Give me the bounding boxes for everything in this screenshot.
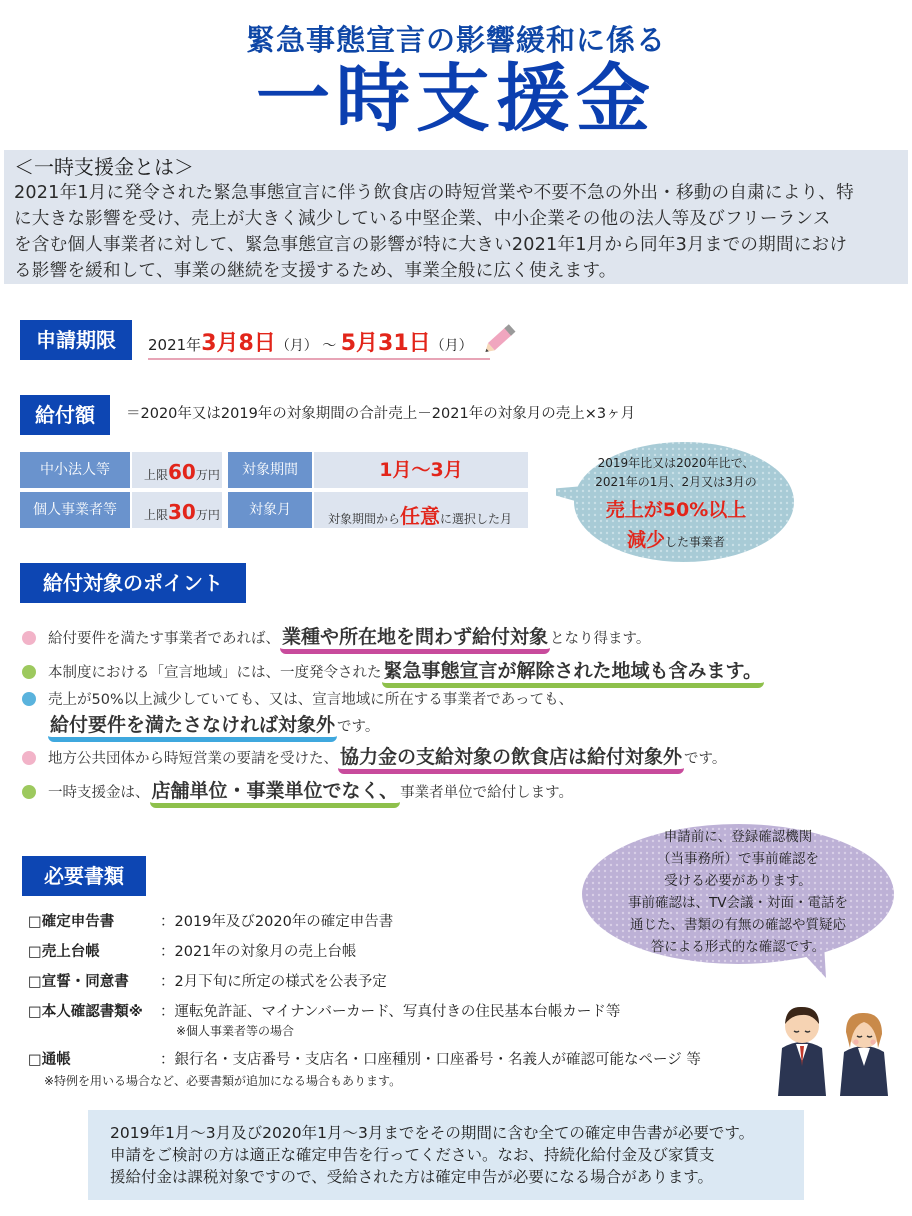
target-month-label: 対象月: [228, 492, 312, 528]
doc-name: □売上台帳: [28, 944, 100, 960]
precheck-line: 申請前に、登録確認機関: [663, 829, 813, 845]
intro-line: に大きな影響を受け、売上が大きく減少している中堅企業、中小企業その他の法人等及びフリーランス: [14, 209, 831, 229]
doc-desc: ：銀行名・支店番号・支店名・口座種別・口座番号・名義人が確認可能なページ 等: [160, 1052, 701, 1068]
bullet-dot-icon: [22, 785, 36, 799]
point-text: 売上が50%以上減少していても、又は、宣言地域に所在する事業者であっても、: [48, 692, 574, 708]
point-text: 本制度における「宣言地域」には、一度発令された: [48, 665, 382, 681]
target-period-label: 対象期間: [228, 452, 312, 488]
doc-row: [28, 910, 393, 931]
amount-formula: ＝2020年又は2019年の対象期間の合計売上－2021年の対象月の売上×3ヶ月: [126, 406, 636, 422]
doc-desc: ：2021年の対象月の売上台帳: [160, 944, 357, 960]
doc-name: □確定申告書: [28, 914, 115, 930]
cap-corp: [132, 452, 222, 488]
bubble-line: 2019年比又は2020年比で、: [597, 456, 755, 470]
footer-line: 援給付金は課税対象ですので、受給された方は確定申告が必要になる場合があります。: [110, 1168, 713, 1186]
pencil-icon: [480, 318, 522, 358]
point-text: 事業者単位で給付します。: [400, 785, 573, 801]
cap-prefix: 上限: [144, 508, 169, 522]
precheck-line: （当事務所）で事前確認を: [657, 851, 819, 867]
intro-line: る影響を緩和して、事業の継続を支援するため、事業全般に広く使えます。: [14, 261, 617, 281]
doc-name: □通帳: [28, 1052, 71, 1068]
bullet-dot-icon: [22, 751, 36, 765]
period-start: 3月8日: [201, 331, 276, 356]
point-text: です。: [337, 719, 380, 735]
doc-desc: ：2019年及び2020年の確定申告書: [160, 914, 394, 930]
point-item: [22, 622, 650, 649]
doc-row: [28, 940, 356, 961]
doc-name: □宣誓・同意書: [28, 974, 129, 990]
point-item: [22, 776, 573, 803]
point-highlight: 業種や所在地を問わず給付対象: [280, 626, 550, 654]
point-highlight: 給付要件を満たさなければ対象外: [48, 714, 337, 742]
precheck-line: 答による形式的な確認です。: [650, 939, 826, 955]
intro-box: [4, 150, 908, 284]
period-tilde: ～: [322, 338, 337, 354]
cap-unit: 万円: [195, 508, 220, 522]
doc-row: [28, 970, 387, 991]
cap-individual: [132, 492, 222, 528]
points-label: 給付対象のポイント: [20, 563, 246, 603]
period-start-day: （月）: [275, 338, 318, 354]
cap-value: 60: [168, 460, 196, 484]
doc-row: [28, 1000, 620, 1021]
target-period-value: 1月～3月: [314, 452, 528, 488]
doc-desc: ：2月下旬に所定の様式を公表予定: [160, 974, 387, 990]
target-month-prefix: 対象期間から: [328, 512, 401, 526]
footer-line: 申請をご検討の方は適正な確定申告を行ってください。なお、持続化給付金及び家賃支: [110, 1146, 715, 1164]
point-text: 給付要件を満たす事業者であれば、: [48, 631, 280, 647]
docs-label: 必要書類: [22, 856, 146, 896]
target-month-suffix: に選択した月: [440, 512, 513, 526]
precheck-bubble: [578, 820, 898, 980]
application-period: [148, 322, 490, 360]
point-item-cont: [48, 710, 379, 737]
page-title: 一時支援金: [256, 56, 656, 142]
cap-unit: 万円: [195, 468, 220, 482]
doc-extra-note: ※特例を用いる場合など、必要書類が追加になる場合もあります。: [44, 1074, 402, 1088]
doc-row: [28, 1048, 701, 1069]
intro-line: 2021年1月に発令された緊急事態宣言に伴う飲食店の時短営業や不要不急の外出・移動の自粛により、特: [14, 183, 854, 203]
intro-heading: ＜一時支援金とは＞: [14, 155, 194, 179]
precheck-line: 通じた、書類の有無の確認や質疑応: [630, 917, 846, 933]
point-text: です。: [684, 751, 727, 767]
bubble-red: 売上が50%以上: [605, 499, 747, 521]
doc-id-note: ※個人事業者等の場合: [176, 1024, 295, 1038]
point-highlight: 店舗単位・事業単位でなく、: [150, 780, 401, 808]
point-text: となり得ます。: [550, 631, 651, 647]
period-end: 5月31日: [340, 331, 431, 356]
point-item: [22, 656, 764, 683]
bubble-line: 2021年の1月、2月又は3月の: [595, 475, 757, 489]
period-label: 申請期限: [20, 320, 132, 360]
target-month-value: [314, 492, 528, 528]
period-end-day: （月）: [430, 338, 473, 354]
precheck-line: 受ける必要があります。: [664, 873, 812, 889]
bullet-dot-icon: [22, 692, 36, 706]
category-corp: 中小法人等: [20, 452, 130, 488]
point-item: [22, 688, 573, 709]
point-item: [22, 742, 726, 769]
point-highlight: 緊急事態宣言が解除された地域も含みます。: [382, 660, 764, 688]
target-month-em: 任意: [400, 504, 441, 528]
cap-value: 30: [168, 500, 196, 524]
period-year: 2021年: [148, 336, 202, 354]
intro-text: [14, 180, 898, 284]
amount-label: 給付額: [20, 395, 110, 435]
intro-line: を含む個人事業者に対して、緊急事態宣言の影響が特に大きい2021年1月から同年3月までの期間におけ: [14, 235, 848, 255]
bullet-dot-icon: [22, 665, 36, 679]
point-highlight: 協力金の支給対象の飲食店は給付対象外: [338, 746, 684, 774]
category-individual: 個人事業者等: [20, 492, 130, 528]
precheck-text: [596, 826, 880, 958]
bullet-dot-icon: [22, 631, 36, 645]
doc-name: □本人確認書類※: [28, 1004, 143, 1020]
doc-desc: ：運転免許証、マイナンバーカード、写真付きの住民基本台帳カード等: [160, 1004, 621, 1020]
footer-note: [88, 1110, 804, 1200]
point-text: 地方公共団体から時短営業の要請を受けた、: [48, 751, 338, 767]
page-subtitle: 緊急事態宣言の影響緩和に係る: [245, 23, 666, 57]
bubble-suffix: した事業者: [665, 535, 726, 549]
precheck-line: 事前確認は、TV会議・対面・電話を: [628, 895, 848, 911]
cap-prefix: 上限: [144, 468, 169, 482]
footer-line: 2019年1月～3月及び2020年1月～3月までをその期間に含む全ての確定申告書が必要です。: [110, 1124, 755, 1142]
bubble-red: 減少: [626, 529, 665, 551]
point-text: 一時支援金は、: [48, 785, 150, 801]
eligibility-bubble: [556, 440, 796, 568]
bowing-staff-illustration: [772, 986, 902, 1096]
